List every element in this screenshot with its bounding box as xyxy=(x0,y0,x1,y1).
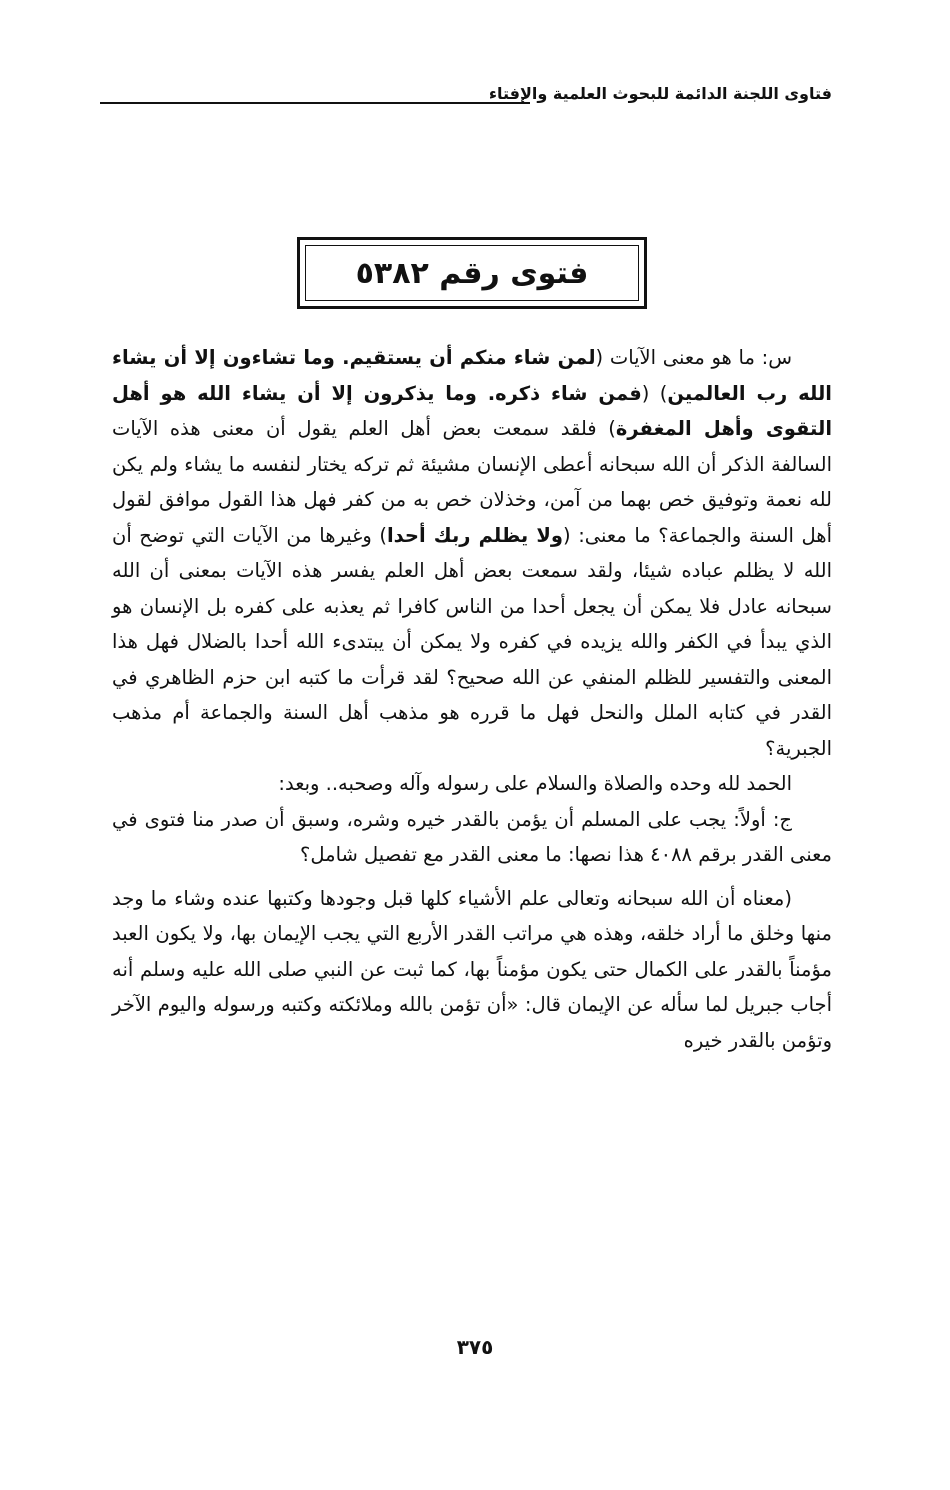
praise-line: الحمد لله وحده والصلاة والسلام على رسوله وآله وصحبه.. وبعد: xyxy=(278,772,792,795)
fatwa-title: فتوى رقم ٥٣٨٢ xyxy=(305,245,639,301)
answer-quote: (معناه أن الله سبحانه وتعالى علم الأشياء كلها قبل وجودها وكتبها عنده وشاء ما وجد منها وخلق ما أراد خلقه، وهذه هي مراتب القدر الأربع التي يجب الإيمان بها، ولا يكون العبد مؤمناً بالقدر على الكمال حتى يكون مؤمناً بها، كما ثبت عن النبي صلى الله عليه وسلم أنه أجاب جبريل لما سأله عن الإيمان قال: «أن تؤمن بالله وملائكته وكتبه ورسوله واليوم الآخر وتؤمن بالقدر خيره xyxy=(112,886,832,1052)
answer-intro: ج: أولاً: يجب على المسلم أن يؤمن بالقدر خيره وشره، وسبق أن صدر منا فتوى في معنى القدر برقم ٤٠٨٨ هذا نصها: ما معنى القدر مع تفصيل شامل؟ xyxy=(112,807,832,866)
question-body-2: ) وغيرها من الآيات التي توضح أن الله لا يظلم عباده شيئا، ولقد سمعت بعض أهل العلم يفسر هذه الآيات بمعنى أن الله سبحانه عادل فلا يمكن أن يجعل أحدا من الناس كافرا ثم يعذبه على كفره بل الإنسان هو الذي يبدأ في الكفر والله يزيده في كفره ولا يمكن أن يبتدىء الله أحدا بالضلال فهل هذا المعنى والتفسير للظلم المنفي عن الله صحيح؟ لقد قرأت ما كتبه ابن حزم الظاهري في القدر في كتابه الملل والنحل فهل ما قرره هو مذهب أهل السنة والجماعة أم مذهب الجبرية؟ xyxy=(112,523,832,760)
question-mid: ) ( xyxy=(641,381,668,405)
page-number: ٣٧٥ xyxy=(456,1335,494,1359)
quoted-verse-1: لمن شاء منكم أن يستقيم. وما تشاءون إلا أن يشاء الله رب العالمين xyxy=(112,346,832,405)
question-paragraph xyxy=(112,340,832,766)
running-header: فتاوى اللجنة الدائمة للبحوث العلمية والإفتاء xyxy=(488,84,832,103)
question-prefix: س: ما هو معنى الآيات ( xyxy=(595,346,792,369)
quoted-verse-3: ولا يظلم ربك أحدا xyxy=(386,523,564,547)
quoted-verse-2: فمن شاء ذكره. وما يذكرون إلا أن يشاء الله هو أهل التقوى وأهل المغفرة xyxy=(112,381,832,440)
fatwa-title-box xyxy=(297,237,647,309)
header-rule xyxy=(100,102,530,104)
body-text xyxy=(112,340,832,1058)
question-body-1: ) فلقد سمعت بعض أهل العلم يقول أن معنى هذه الآيات السالفة الذكر أن الله سبحانه أعطى الإنسان مشيئة ثم تركه يختار لنفسه ما يشاء ولم يكن لله نعمة وتوفيق خص بهما من آمن، وخذلان خص به من كفر فهل هذا القول موافق لقول أهل السنة والجماعة؟ ما معنى: ( xyxy=(112,417,832,547)
